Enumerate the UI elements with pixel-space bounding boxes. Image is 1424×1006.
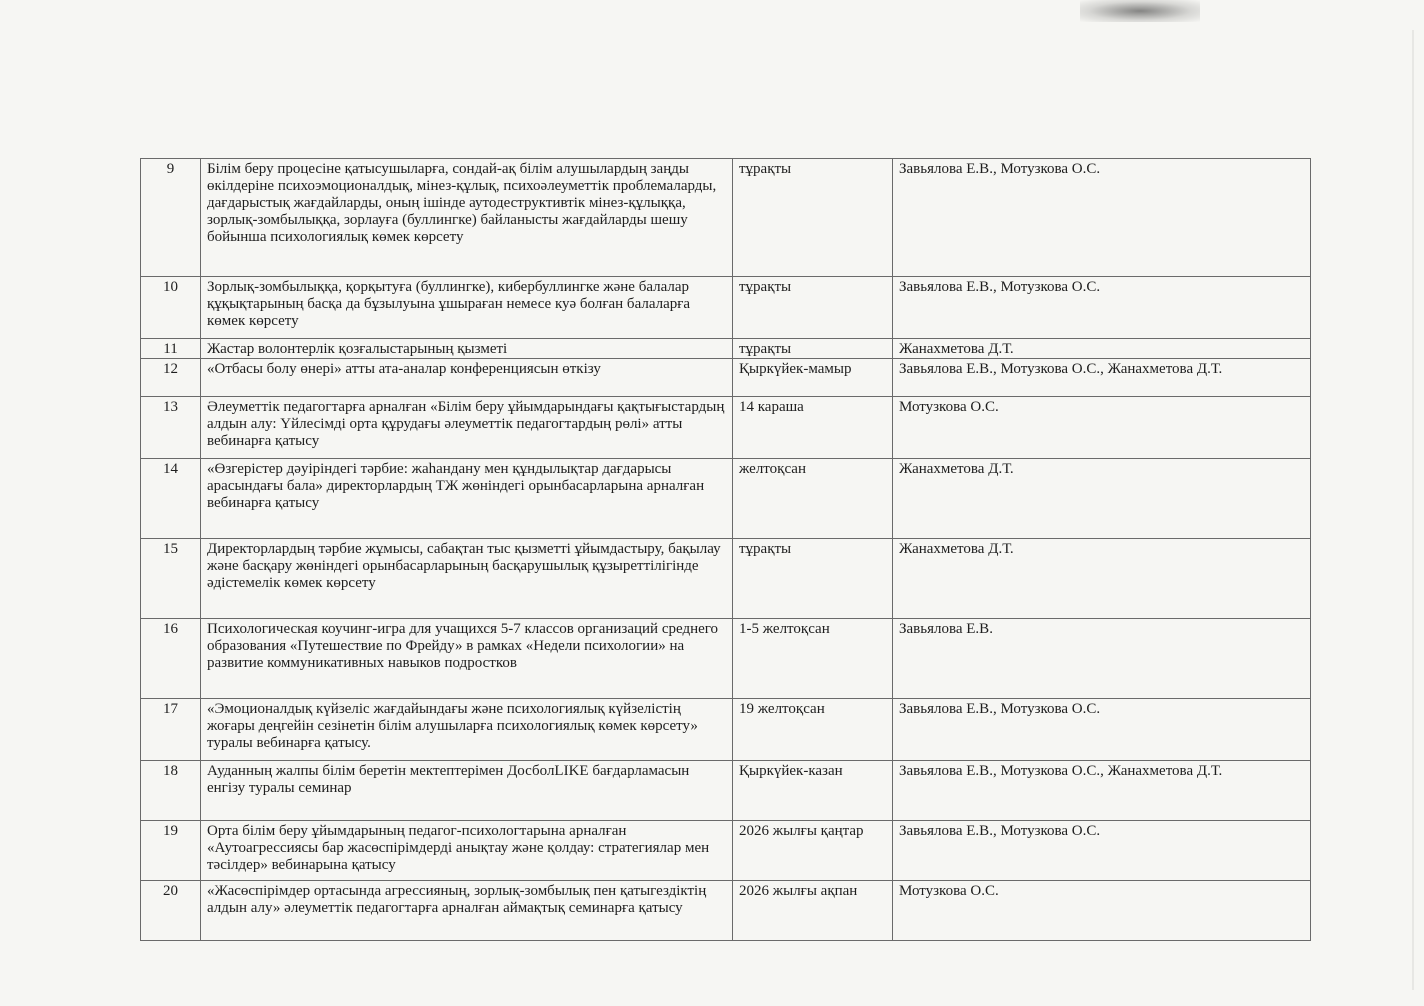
date-cell: Қыркүйек-казан — [733, 761, 893, 821]
responsible-cell: Завьялова Е.В., Мотузкова О.С., Жанахметова Д.Т. — [893, 761, 1311, 821]
table-row — [141, 821, 1311, 881]
activity-cell: Орта білім беру ұйымдарының педагог-психологтарына арналған «Аутоагрессиясы бар жасөспірімдерді анықтау және қолдау: стратегиялар мен тәсілдер» вебинарына қатысу — [201, 821, 733, 881]
responsible-cell: Жанахметова Д.Т. — [893, 339, 1311, 359]
table-row — [141, 359, 1311, 397]
date-cell: 1-5 желтоқсан — [733, 619, 893, 699]
date-cell: тұрақты — [733, 277, 893, 339]
table-row — [141, 339, 1311, 359]
row-number: 13 — [141, 397, 201, 459]
responsible-cell: Мотузкова О.С. — [893, 397, 1311, 459]
row-number: 10 — [141, 277, 201, 339]
date-cell: тұрақты — [733, 159, 893, 277]
responsible-cell: Жанахметова Д.Т. — [893, 459, 1311, 539]
responsible-cell: Завьялова Е.В., Мотузкова О.С., Жанахметова Д.Т. — [893, 359, 1311, 397]
row-number: 11 — [141, 339, 201, 359]
activity-cell: Әлеуметтік педагогтарға арналған «Білім беру ұйымдарындағы қақтығыстардың алдын алу: Үйлесімді орта құрудағы әлеуметтік педагогтардың рөлі» атты вебинарға қатысу — [201, 397, 733, 459]
date-cell: желтоқсан — [733, 459, 893, 539]
activity-cell: Жастар волонтерлік қозғалыстарының қызметі — [201, 339, 733, 359]
date-cell: Қыркүйек-мамыр — [733, 359, 893, 397]
activity-cell: Білім беру процесіне қатысушыларға, сондай-ақ білім алушылардың заңды өкілдеріне психоэмоционалдық, мінез-құлық, психоәлеуметтік проблемаларды, дағдарыстық жағдайларды, оның ішінде аутодеструктивтік мінез-құлыққа, зорлық-зомбылыққа, зорлауға (буллингке) байланысты жағдайларды шешу бойынша психологиялық көмек көрсету — [201, 159, 733, 277]
table-row — [141, 619, 1311, 699]
activity-cell: Директорлардың тәрбие жұмысы, сабақтан тыс қызметті ұйымдастыру, бақылау және басқару жөніндегі орынбасарларының басқарушылық құзыреттілігінде әдістемелік көмек көрсету — [201, 539, 733, 619]
row-number: 14 — [141, 459, 201, 539]
table-row — [141, 881, 1311, 941]
table-row — [141, 539, 1311, 619]
table-row — [141, 159, 1311, 277]
row-number: 12 — [141, 359, 201, 397]
date-cell: 2026 жылғы ақпан — [733, 881, 893, 941]
responsible-cell: Завьялова Е.В. — [893, 619, 1311, 699]
date-cell: 2026 жылғы қаңтар — [733, 821, 893, 881]
row-number: 19 — [141, 821, 201, 881]
responsible-cell: Жанахметова Д.Т. — [893, 539, 1311, 619]
activity-cell: Зорлық-зомбылыққа, қорқытуға (буллингке), кибербуллингке және балалар құқықтарының басқа да бұзылуына ұшыраған немесе куә болған балаларға көмек көрсету — [201, 277, 733, 339]
table-row — [141, 277, 1311, 339]
row-number: 20 — [141, 881, 201, 941]
activity-cell: Психологическая коучинг-игра для учащихся 5-7 классов организаций среднего образования «Путешествие по Фрейду» в рамках «Недели психологии» на развитие коммуникативных навыков подростков — [201, 619, 733, 699]
row-number: 9 — [141, 159, 201, 277]
page-edge — [1412, 30, 1414, 990]
events-plan-table — [140, 158, 1311, 941]
scan-smudge — [1080, 0, 1200, 22]
date-cell: 14 караша — [733, 397, 893, 459]
date-cell: 19 желтоқсан — [733, 699, 893, 761]
activity-cell: «Эмоционалдық күйзеліс жағдайындағы және психологиялық күйзелістің жоғары деңгейін сезінетін білім алушыларға психологиялық көмек көрсету» туралы вебинарға қатысу. — [201, 699, 733, 761]
table-row — [141, 761, 1311, 821]
row-number: 16 — [141, 619, 201, 699]
activity-cell: «Отбасы болу өнері» атты ата-аналар конференциясын өткізу — [201, 359, 733, 397]
date-cell: тұрақты — [733, 339, 893, 359]
responsible-cell: Завьялова Е.В., Мотузкова О.С. — [893, 821, 1311, 881]
table-row — [141, 699, 1311, 761]
activity-cell: «Жасөспірімдер ортасында агрессияның, зорлық-зомбылық пен қатыгездіктің алдын алу» әлеуметтік педагогтарға арналған аймақтық семинарға қатысу — [201, 881, 733, 941]
date-cell: тұрақты — [733, 539, 893, 619]
responsible-cell: Мотузкова О.С. — [893, 881, 1311, 941]
table-row — [141, 459, 1311, 539]
activity-cell: Ауданның жалпы білім беретін мектептерімен ДосболLIKE бағдарламасын енгізу туралы семинар — [201, 761, 733, 821]
responsible-cell: Завьялова Е.В., Мотузкова О.С. — [893, 277, 1311, 339]
row-number: 15 — [141, 539, 201, 619]
responsible-cell: Завьялова Е.В., Мотузкова О.С. — [893, 699, 1311, 761]
row-number: 18 — [141, 761, 201, 821]
row-number: 17 — [141, 699, 201, 761]
activity-cell: «Өзгерістер дәуіріндегі тәрбие: жаһандану мен құндылықтар дағдарысы арасындағы бала» директорлардың ТЖ жөніндегі орынбасарларына арналған вебинарға қатысу — [201, 459, 733, 539]
table-row — [141, 397, 1311, 459]
responsible-cell: Завьялова Е.В., Мотузкова О.С. — [893, 159, 1311, 277]
